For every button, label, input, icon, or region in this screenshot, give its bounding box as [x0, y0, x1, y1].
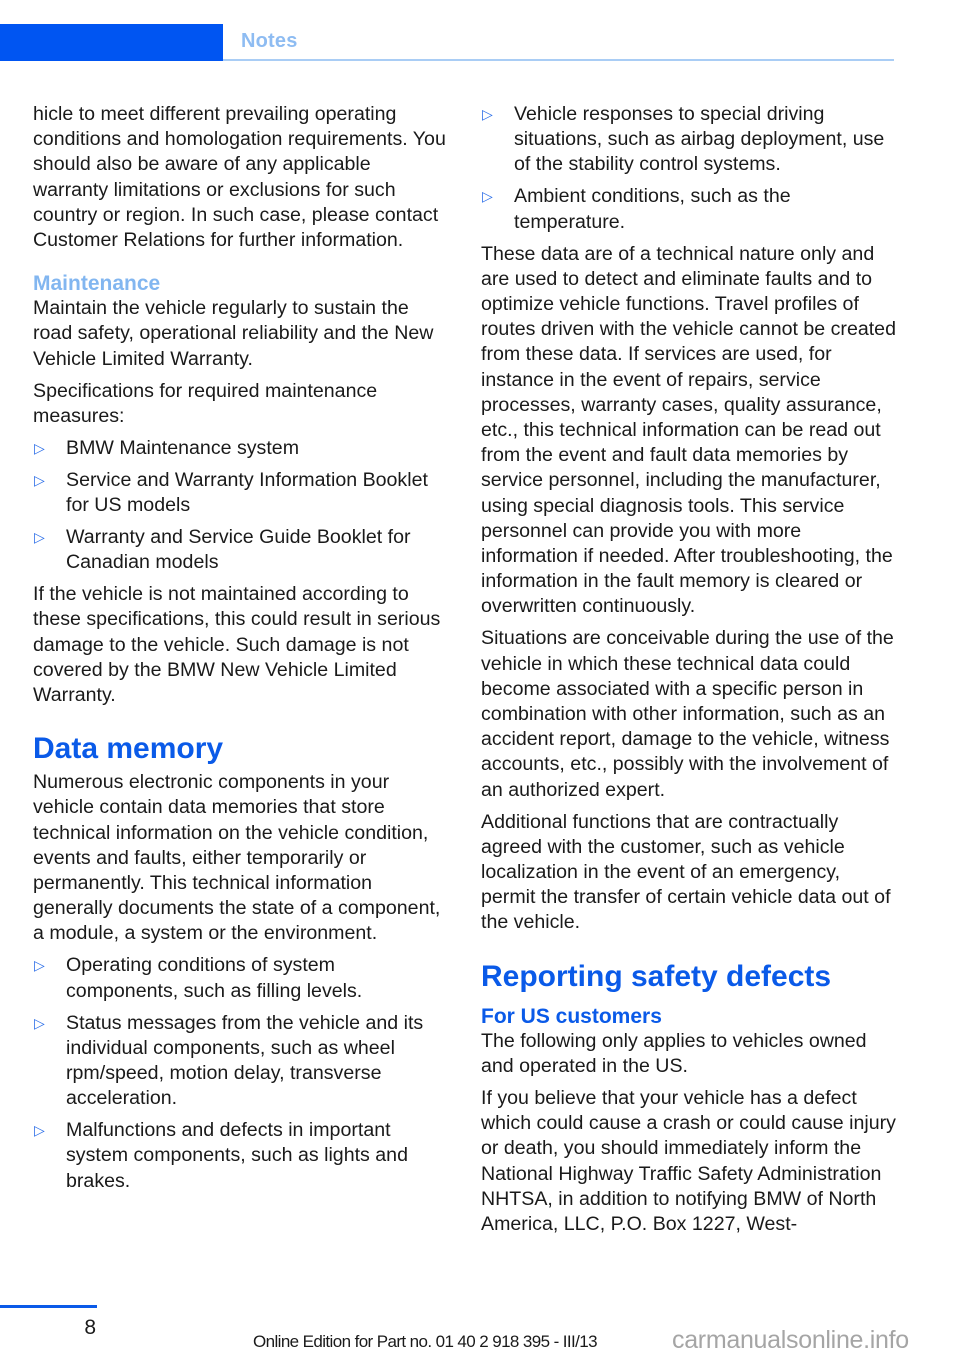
data-memory-heading: Data memory — [33, 732, 224, 766]
triangle-bullet-icon: ▷ — [34, 471, 45, 488]
list-item-text: Malfunctions and defects in important system components, such as lights and brakes. — [66, 1119, 408, 1192]
list-item — [33, 436, 449, 461]
situations-paragraph: Situations are conceivable during the use of the vehicle in which these technical data could become associated with a specific person in combination with other information, such as an accident report, damage to the vehicle, witness accounts, etc., possibly with the involvement of an authorized expert. — [481, 627, 894, 801]
left-column — [33, 102, 449, 1201]
list-item — [481, 102, 897, 178]
list-item — [33, 525, 449, 575]
maintenance-paragraph-1: Maintain the vehicle regularly to sustain the road safety, operational reliability and the New Vehicle Limited Warranty. — [33, 297, 434, 370]
list-item-text: Warranty and Service Guide Booklet for Canadian models — [66, 526, 411, 574]
triangle-bullet-icon: ▷ — [34, 439, 45, 456]
maintenance-list — [33, 436, 449, 576]
header-rule — [223, 59, 894, 61]
triangle-bullet-icon: ▷ — [482, 188, 493, 205]
list-item-text: Ambient conditions, such as the temperature. — [514, 185, 791, 233]
us-customers-heading: For US customers — [481, 1004, 662, 1028]
data-memory-list-continued — [481, 102, 897, 235]
triangle-bullet-icon: ▷ — [34, 957, 45, 974]
reporting-safety-defects-heading: Reporting safety defects — [481, 959, 832, 993]
data-memory-paragraph-1: Numerous electronic components in your vehicle contain data memories that store technical information on the vehicle condition, events and faults, either temporarily or permanently. This technical information generally documents the state of a component, a module, a system or the environment. — [33, 771, 441, 945]
triangle-bullet-icon: ▷ — [34, 1122, 45, 1139]
maintenance-paragraph-2: Specifications for required maintenance measures: — [33, 379, 378, 427]
section-title: Notes — [241, 30, 298, 52]
additional-functions-paragraph: Additional functions that are contractually agreed with the customer, such as vehicle localization in the event of an emergency, permit the transfer of certain vehicle data out of the vehicle. — [481, 810, 891, 934]
watermark: carmanualsonline.info — [672, 1326, 909, 1354]
technical-data-paragraph: These data are of a technical nature only and are used to detect and eliminate faults and to optimize vehicle functions. Travel profiles of routes driven with the vehicle cannot be created from these data. If services are used, for instance in the event of repairs, service processes, warranty cases, quality assurance, etc., this technical information can be read out from the event and fault data memories by service personnel, including the manufacturer, using special diagnosis tools. This service personnel can provide you with more information if needed. After troubleshooting, the information in the fault memory is cleared or overwritten continuously. — [481, 242, 896, 618]
list-item — [33, 1118, 449, 1194]
footer-rule — [0, 1305, 97, 1308]
page-number: 8 — [84, 1316, 96, 1339]
list-item — [481, 184, 897, 234]
data-memory-list — [33, 953, 449, 1193]
intro-paragraph: hicle to meet different prevailing operating conditions and homologation requirements. You should also be aware of any applicable warranty limitations or exclusions for such country or region. In such case, please contact Customer Relations for further information. — [33, 103, 446, 252]
triangle-bullet-icon: ▷ — [482, 106, 493, 122]
list-item-text: BMW Maintenance system — [66, 436, 300, 459]
triangle-bullet-icon: ▷ — [34, 529, 45, 546]
maintenance-heading: Maintenance — [33, 272, 161, 296]
edition-label: Online Edition for Part no. 01 40 2 918 395 - III/13 — [253, 1332, 597, 1351]
us-applies-paragraph: The following only applies to vehicles owned and operated in the US. — [481, 1029, 867, 1077]
list-item — [33, 1011, 449, 1112]
right-column — [481, 102, 897, 1244]
list-item-text: Service and Warranty Information Booklet for US models — [66, 468, 428, 517]
maintenance-paragraph-3: If the vehicle is not maintained according to these specifications, this could result in serious damage to the vehicle. Such damage is not covered by the BMW New Vehicle Limited Warranty. — [33, 583, 441, 707]
list-item — [33, 953, 449, 1003]
header-accent-bar — [0, 24, 223, 61]
defect-report-paragraph: If you believe that your vehicle has a defect which could cause a crash or could cause injury or death, you should immediately inform the National Highway Traffic Safety Administration NHTSA, in addition to notifying BMW of North America, LLC, P.O. Box 1227, West- — [481, 1086, 896, 1235]
list-item — [33, 468, 449, 518]
list-item-text: Status messages from the vehicle and its individual components, such as wheel rpm/speed, motion delay, transverse acceleration. — [66, 1011, 424, 1110]
list-item-text: Vehicle responses to special driving situations, such as airbag deployment, use of the stability control systems. — [514, 103, 885, 176]
list-item-text: Operating conditions of system components, such as filling levels. — [66, 954, 363, 1002]
triangle-bullet-icon: ▷ — [34, 1014, 45, 1031]
